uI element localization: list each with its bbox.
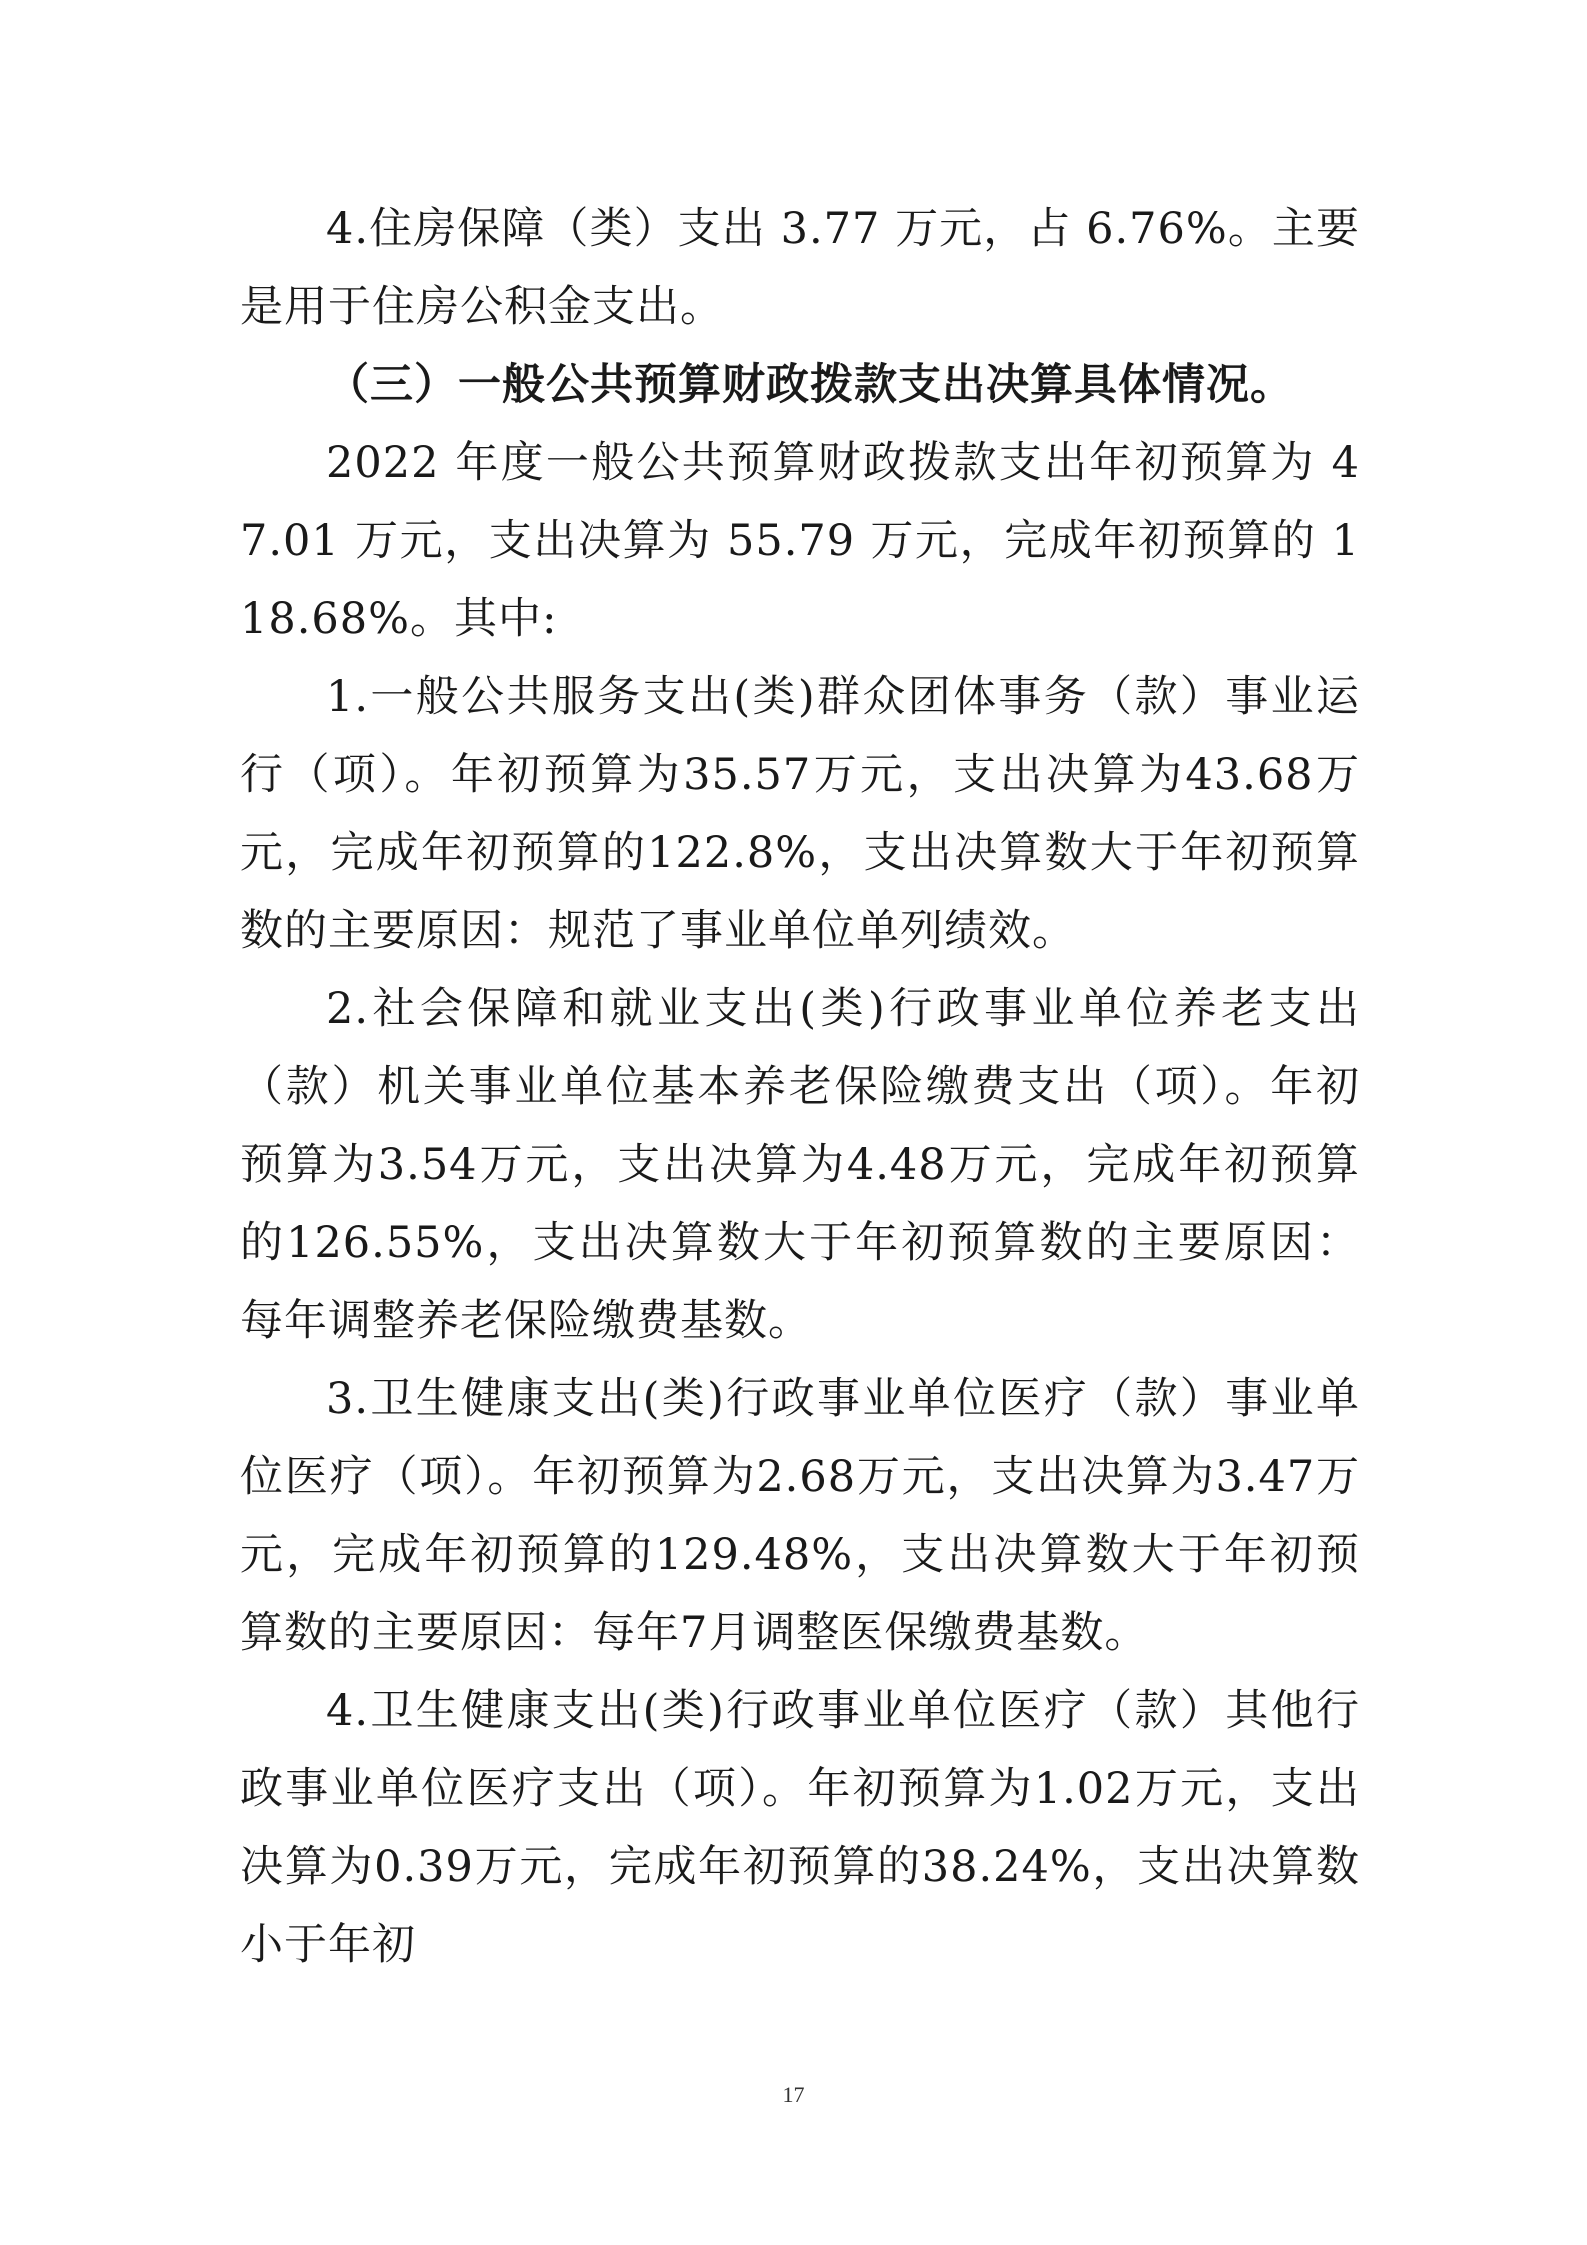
paragraph-housing-expense: 4.住房保障（类）支出 3.77 万元，占 6.76%。主要是用于住房公积金支出。 (240, 204, 1360, 332)
page-number: 17 (782, 2082, 805, 2107)
paragraph-item-2: 2.社会保障和就业支出(类)行政事业单位养老支出（款）机关事业单位基本养老保险缴费支出（项）。年初预算为3.54万元，支出决算为4.48万元，完成年初预算的126.55%，支出决算数大于年初预算数的主要原因：每年调整养老保险缴费基数。 (240, 984, 1360, 1346)
paragraph-overview: 2022 年度一般公共预算财政拨款支出年初预算为 47.01 万元，支出决算为 55.79 万元，完成年初预算的 118.68%。其中: (240, 438, 1360, 644)
document-body (240, 190, 1360, 1984)
section-heading: （三）一般公共预算财政拨款支出决算具体情况。 (326, 360, 1294, 410)
paragraph-item-4: 4.卫生健康支出(类)行政事业单位医疗（款）其他行政事业单位医疗支出（项）。年初预算为1.02万元，支出决算为0.39万元，完成年初预算的38.24%，支出决算数小于年初 (240, 1686, 1360, 1970)
paragraph-item-1: 1.一般公共服务支出(类)群众团体事务（款）事业运行（项）。年初预算为35.57万元，支出决算为43.68万元，完成年初预算的122.8%，支出决算数大于年初预算数的主要原因：规范了事业单位单列绩效。 (240, 672, 1360, 956)
paragraph-item-3: 3.卫生健康支出(类)行政事业单位医疗（款）事业单位医疗（项）。年初预算为2.68万元，支出决算为3.47万元，完成年初预算的129.48%，支出决算数大于年初预算数的主要原因：每年7月调整医保缴费基数。 (240, 1374, 1360, 1658)
